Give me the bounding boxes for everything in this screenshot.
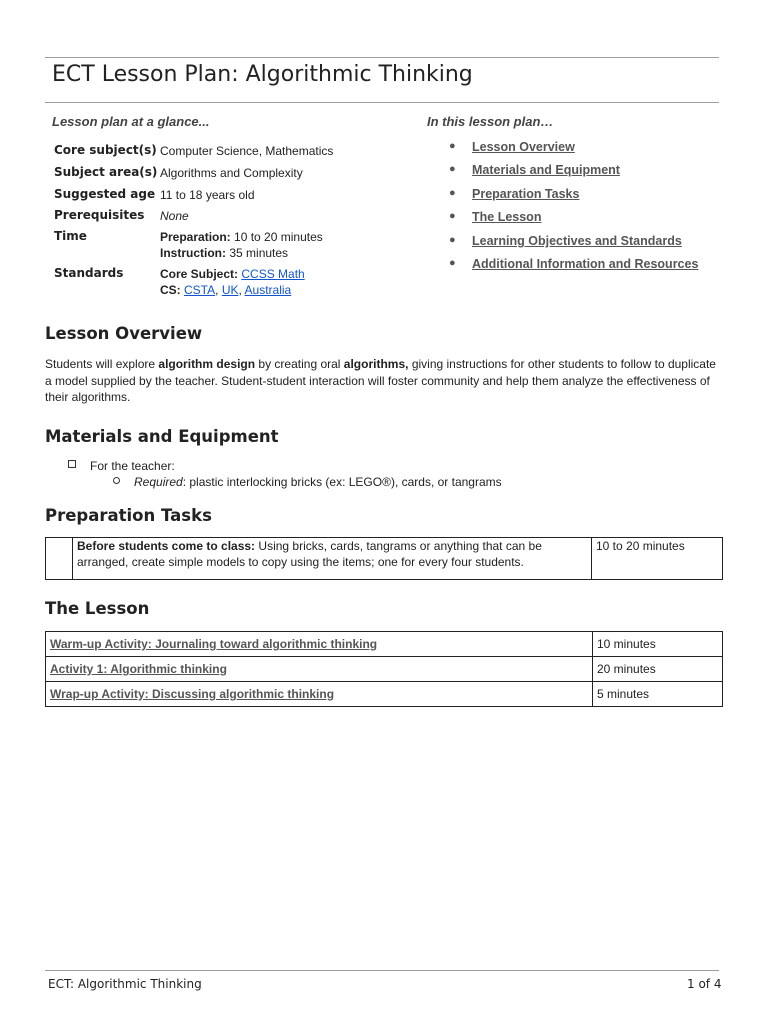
square-bullet-icon: [68, 460, 76, 468]
glance-label: Suggested age: [54, 187, 156, 201]
footer-title: ECT: Algorithmic Thinking: [48, 977, 202, 991]
task-cell: [73, 538, 592, 580]
section-heading-materials: Materials and Equipment: [45, 427, 279, 446]
overview-paragraph: [45, 356, 725, 406]
table-row: [46, 538, 723, 580]
activity-time: 20 minutes: [593, 657, 723, 682]
toc-link[interactable]: Preparation Tasks: [472, 187, 580, 201]
overview-text: giving instructions for other students to follow to duplicate a model supplied by the teacher. Student-student interaction will foster community and help them analyze the effectiveness of their algorithms.: [45, 357, 716, 405]
activity-link[interactable]: Warm-up Activity: Journaling toward algorithmic thinking: [50, 637, 378, 651]
activity-time: 5 minutes: [593, 682, 723, 707]
glance-label: Prerequisites: [54, 208, 145, 222]
circle-bullet-icon: [113, 477, 120, 484]
table-row: [46, 657, 723, 682]
glance-value: 11 to 18 years old: [160, 188, 255, 202]
toc-link[interactable]: The Lesson: [472, 210, 542, 224]
ccss-math-link[interactable]: CCSS Math: [241, 267, 305, 281]
header-rule-top: [45, 57, 719, 58]
glance-label: Subject area(s): [54, 165, 158, 179]
glance-heading: Lesson plan at a glance...: [52, 114, 210, 129]
glance-value: Computer Science, Mathematics: [160, 144, 334, 158]
glance-label: Standards: [54, 266, 124, 280]
uk-link[interactable]: UK: [221, 283, 239, 297]
task-text: Using bricks, cards, tangrams or anything that can be arranged, create simple models to copy using the items; one for every four students.: [77, 539, 542, 569]
table-row: [46, 682, 723, 707]
toc-link[interactable]: Additional Information and Resources: [472, 257, 699, 271]
required-label: Required: [134, 475, 183, 489]
core-subject-label: Core Subject:: [160, 267, 239, 281]
task-time: 10 to 20 minutes: [592, 538, 723, 580]
page-number: 1 of 4: [687, 977, 722, 991]
instruction-label: Instruction:: [160, 246, 226, 260]
activity-cell[interactable]: [46, 632, 593, 657]
preparation-table: [45, 537, 723, 580]
bullet-icon: ●: [449, 210, 456, 222]
bullet-icon: ●: [449, 187, 456, 199]
activity-cell[interactable]: [46, 682, 593, 707]
section-heading-preparation: Preparation Tasks: [45, 506, 212, 525]
cs-separator: ,: [215, 283, 219, 297]
page-title: ECT Lesson Plan: Algorithmic Thinking: [52, 62, 473, 87]
australia-link[interactable]: Australia: [244, 283, 292, 297]
task-bold: Before students come to class:: [77, 539, 256, 553]
activity-link[interactable]: Wrap-up Activity: Discussing algorithmic thinking: [50, 687, 335, 701]
glance-standards-values: [160, 266, 305, 298]
header-rule-bottom: [45, 102, 719, 103]
overview-bold: algorithm design: [158, 357, 256, 371]
lesson-table: [45, 631, 723, 707]
table-row: [46, 632, 723, 657]
checkbox-cell[interactable]: [46, 538, 73, 580]
toc-link[interactable]: Materials and Equipment: [472, 163, 620, 177]
instruction-value: 35 minutes: [229, 246, 289, 260]
cs-label: CS:: [160, 283, 181, 297]
prep-label: Preparation:: [160, 230, 231, 244]
prep-value: 10 to 20 minutes: [234, 230, 323, 244]
cs-separator: ,: [238, 283, 242, 297]
footer-rule: [45, 970, 719, 971]
materials-bullet: [68, 459, 175, 473]
overview-bold: algorithms,: [343, 357, 409, 371]
toc-heading: In this lesson plan…: [427, 114, 554, 129]
activity-link[interactable]: Activity 1: Algorithmic thinking: [50, 662, 227, 676]
section-heading-overview: Lesson Overview: [45, 324, 203, 343]
activity-cell[interactable]: [46, 657, 593, 682]
bullet-icon: ●: [449, 163, 456, 175]
toc-link[interactable]: Lesson Overview: [472, 140, 575, 154]
glance-label: Time: [54, 229, 87, 243]
activity-time: 10 minutes: [593, 632, 723, 657]
materials-sub-bullet: [113, 475, 502, 489]
glance-value: None: [160, 209, 189, 223]
materials-sub-text: : plastic interlocking bricks (ex: LEGO®), cards, or tangrams: [182, 475, 502, 489]
toc-link[interactable]: Learning Objectives and Standards: [472, 234, 682, 248]
overview-text: by creating oral: [255, 357, 344, 371]
bullet-icon: ●: [449, 234, 456, 246]
section-heading-lesson: The Lesson: [45, 599, 150, 618]
overview-text: Students will explore: [45, 357, 159, 371]
glance-label: Core subject(s): [54, 143, 157, 157]
glance-value: Algorithms and Complexity: [160, 166, 303, 180]
bullet-icon: ●: [449, 140, 456, 152]
glance-time-values: [160, 229, 323, 261]
materials-bullet-text: For the teacher:: [90, 459, 175, 473]
bullet-icon: ●: [449, 257, 456, 269]
csta-link[interactable]: CSTA: [184, 283, 216, 297]
